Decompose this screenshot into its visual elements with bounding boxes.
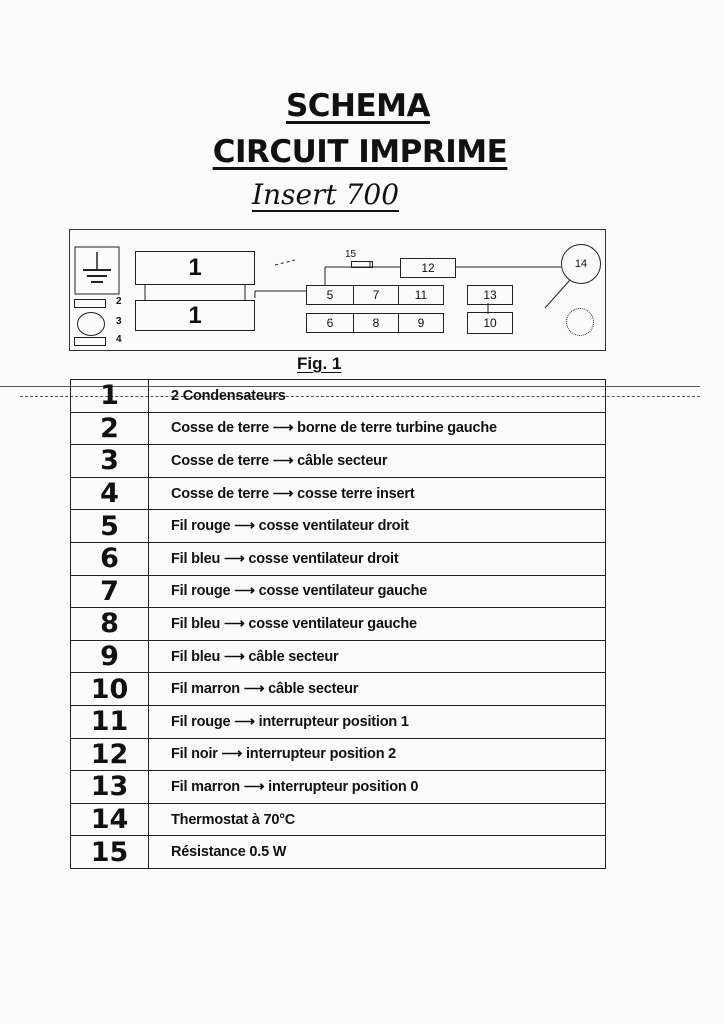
terminal-9: 9 [398,313,444,333]
item-number: 8 [71,608,149,641]
table-row [71,705,606,738]
table-row [71,738,606,771]
circuit-diagram [69,229,606,351]
legend-table [70,379,606,869]
table-row [71,673,606,706]
item-description: Fil bleu ⟶ cosse ventilateur gauche [149,608,606,641]
table-row [71,510,606,543]
ground-terminal-3 [77,312,105,336]
item-number: 2 [71,412,149,445]
table-row [71,640,606,673]
item-description: Résistance 0.5 W [149,836,606,869]
capacitor-1-box: 1 [135,251,255,285]
handwritten-model: Insert 700 [252,178,400,211]
table-row [71,542,606,575]
item-description: Thermostat à 70°C [149,803,606,836]
terminal-11: 11 [398,285,444,305]
table-row [71,380,606,413]
terminal-8: 8 [353,313,399,333]
page-title: SCHEMA [285,88,431,124]
item-number: 11 [71,705,149,738]
ground-terminal-2 [74,299,106,308]
table-row [71,771,606,804]
item-number: 10 [71,673,149,706]
thermostat-14: 14 [561,244,601,284]
item-number: 13 [71,771,149,804]
table-row [71,803,606,836]
table-row [71,608,606,641]
item-number: 7 [71,575,149,608]
table-row [71,575,606,608]
item-number: 15 [71,836,149,869]
item-description: Cosse de terre ⟶ cosse terre insert [149,477,606,510]
item-number: 9 [71,640,149,673]
terminal-13: 13 [467,285,513,305]
item-number: 12 [71,738,149,771]
table-row [71,445,606,478]
thermostat-mount-circle [566,308,594,336]
figure-caption: Fig. 1 [297,354,342,373]
item-number: 4 [71,477,149,510]
item-description: Fil marron ⟶ interrupteur position 0 [149,771,606,804]
item-description: Fil noir ⟶ interrupteur position 2 [149,738,606,771]
terminal-5: 5 [306,285,354,305]
item-description: Fil rouge ⟶ interrupteur position 1 [149,705,606,738]
capacitor-2-box: 1 [135,300,255,331]
item-description: Cosse de terre ⟶ câble secteur [149,445,606,478]
item-description: Fil bleu ⟶ câble secteur [149,640,606,673]
item-description: 2 Condensateurs [149,380,606,413]
page-subtitle-heading: CIRCUIT IMPRIME [212,134,508,170]
item-description: Fil rouge ⟶ cosse ventilateur droit [149,510,606,543]
terminal-6: 6 [306,313,354,333]
table-row [71,477,606,510]
item-number: 14 [71,803,149,836]
label-3: 3 [116,316,122,327]
item-number: 3 [71,445,149,478]
item-number: 6 [71,542,149,575]
item-number: 1 [71,380,149,413]
resistor-15 [351,261,373,268]
label-2: 2 [116,296,122,307]
table-row [71,836,606,869]
item-number: 5 [71,510,149,543]
ground-terminal-4 [74,337,106,346]
label-15: 15 [345,249,357,260]
label-4: 4 [116,334,122,345]
terminal-12: 12 [400,258,456,278]
table-row [71,412,606,445]
item-description: Fil marron ⟶ câble secteur [149,673,606,706]
item-description: Fil bleu ⟶ cosse ventilateur droit [149,542,606,575]
terminal-10: 10 [467,312,513,334]
terminal-7: 7 [353,285,399,305]
item-description: Cosse de terre ⟶ borne de terre turbine gauche [149,412,606,445]
item-description: Fil rouge ⟶ cosse ventilateur gauche [149,575,606,608]
